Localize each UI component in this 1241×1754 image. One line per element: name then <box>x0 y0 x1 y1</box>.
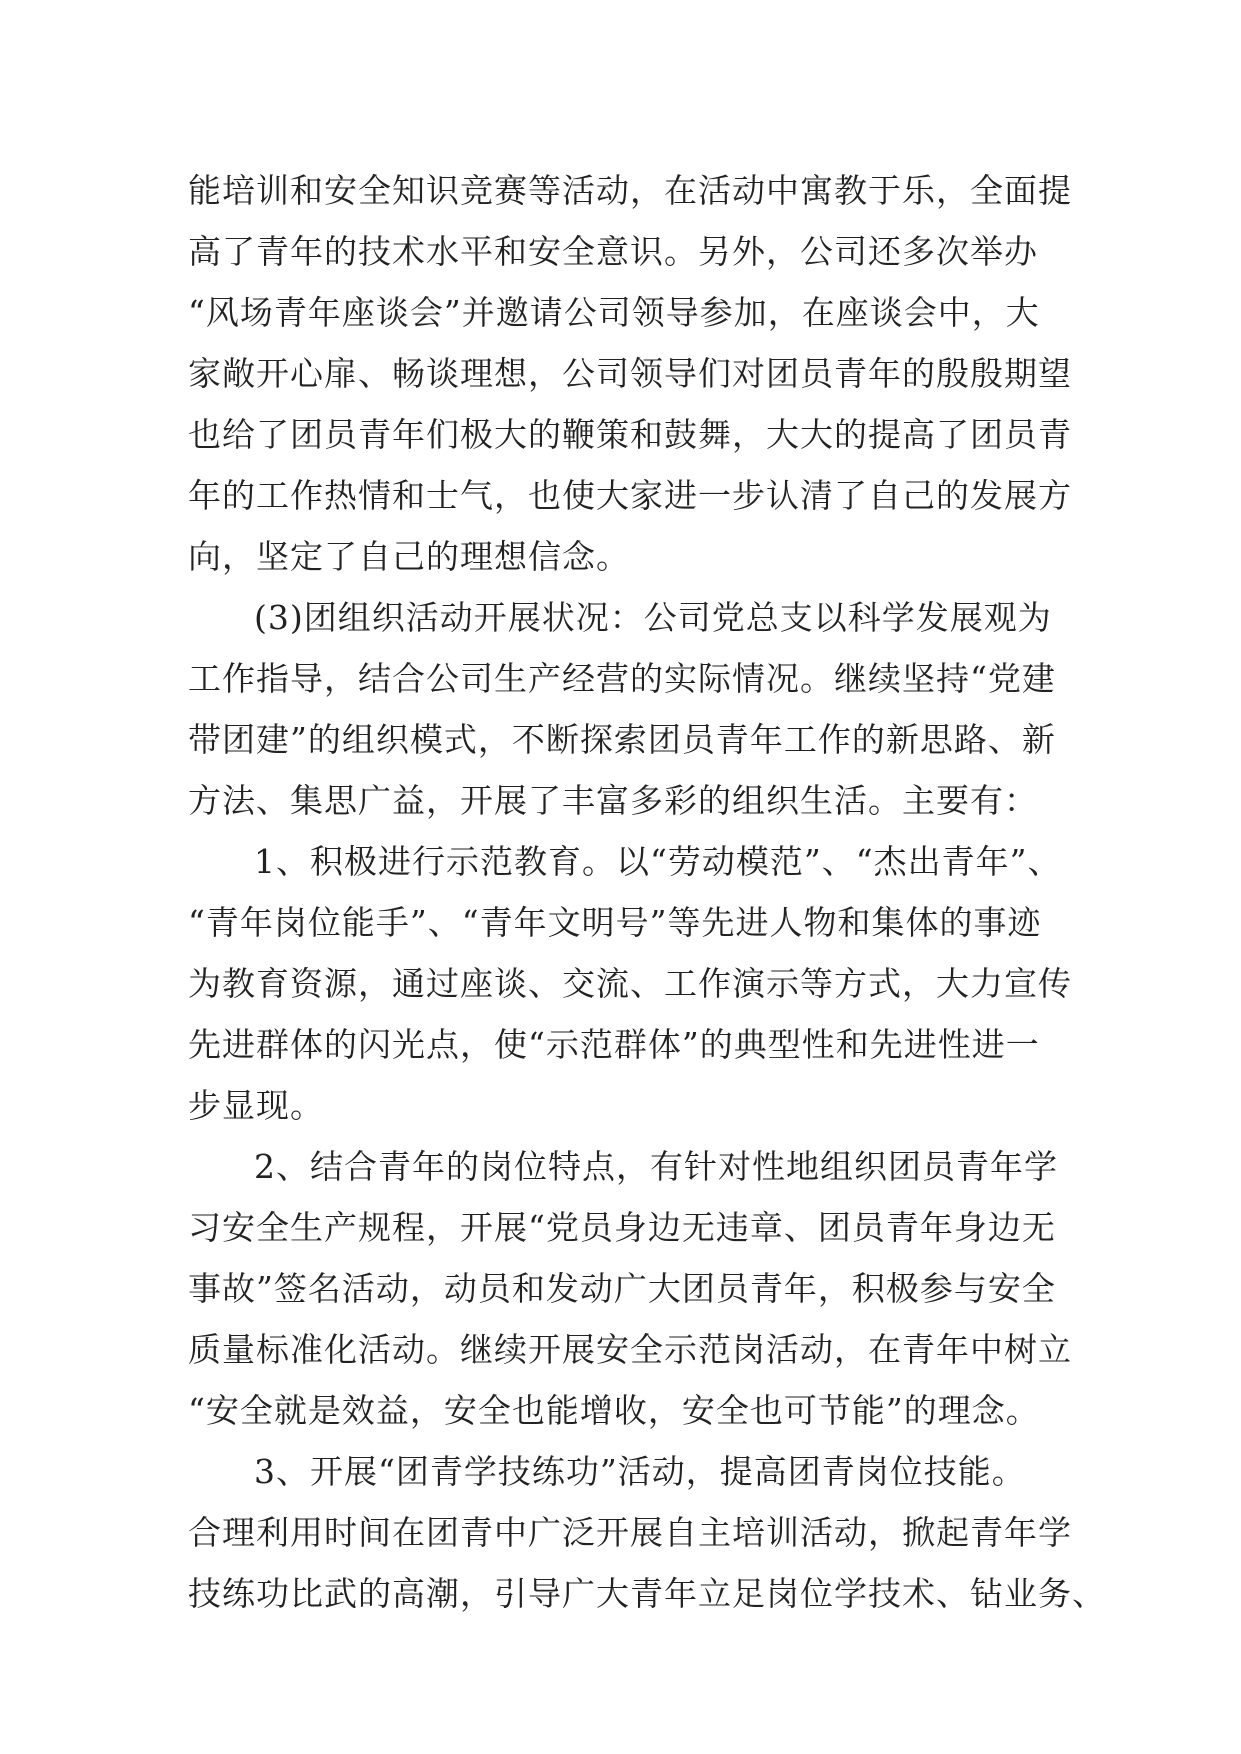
text-line: 合理利用时间在团青中广泛开展自主培训活动，掀起青年学 <box>188 1513 1072 1552</box>
text-line: 向，坚定了自己的理想信念。 <box>188 537 630 576</box>
document-body <box>188 160 1106 1624</box>
paragraph-start-line: 1、积极进行示范教育。以“劳动模范”、“杰出青年”、 <box>254 842 1062 881</box>
text-line: 工作指导，结合公司生产经营的实际情况。继续坚持“党建 <box>188 659 1056 698</box>
paragraph-start-line: 3、开展“团青学技练功”活动，提高团青岗位技能。 <box>254 1452 1026 1491</box>
text-line: “青年岗位能手”、“青年文明号”等先进人物和集体的事迹 <box>188 903 1042 942</box>
text-line: 先进群体的闪光点，使“示范群体”的典型性和先进性进一 <box>188 1025 1040 1064</box>
text-line: 技练功比武的高潮，引导广大青年立足岗位学技术、钻业务、 <box>188 1574 1106 1613</box>
text-line: 年的工作热情和士气，也使大家进一步认清了自己的发展方 <box>188 476 1072 515</box>
text-line: 高了青年的技术水平和安全意识。另外，公司还多次举办 <box>188 232 1038 271</box>
text-line: 也给了团员青年们极大的鞭策和鼓舞，大大的提高了团员青 <box>188 415 1072 454</box>
text-line: 能培训和安全知识竞赛等活动，在活动中寓教于乐，全面提 <box>188 171 1072 210</box>
text-line: 习安全生产规程，开展“党员身边无违章、团员青年身边无 <box>188 1208 1056 1247</box>
paragraph-start-line: (3)团组织活动开展状况：公司党总支以科学发展观为 <box>254 598 1052 637</box>
text-line: 质量标准化活动。继续开展安全示范岗活动，在青年中树立 <box>188 1330 1072 1369</box>
text-line: “风场青年座谈会”并邀请公司领导参加，在座谈会中，大 <box>188 293 1040 332</box>
text-line: “安全就是效益，安全也能增收，安全也可节能”的理念。 <box>188 1391 1040 1430</box>
text-line: 事故”签名活动，动员和发动广大团员青年，积极参与安全 <box>188 1269 1056 1308</box>
text-line: 步显现。 <box>188 1086 324 1125</box>
text-line: 家敞开心扉、畅谈理想，公司领导们对团员青年的殷殷期望 <box>188 354 1072 393</box>
text-line: 方法、集思广益，开展了丰富多彩的组织生活。主要有： <box>188 781 1038 820</box>
text-line: 为教育资源，通过座谈、交流、工作演示等方式，大力宣传 <box>188 964 1072 1003</box>
paragraph-start-line: 2、结合青年的岗位特点，有针对性地组织团员青年学 <box>254 1147 1058 1186</box>
text-line: 带团建”的组织模式，不断探索团员青年工作的新思路、新 <box>188 720 1056 759</box>
